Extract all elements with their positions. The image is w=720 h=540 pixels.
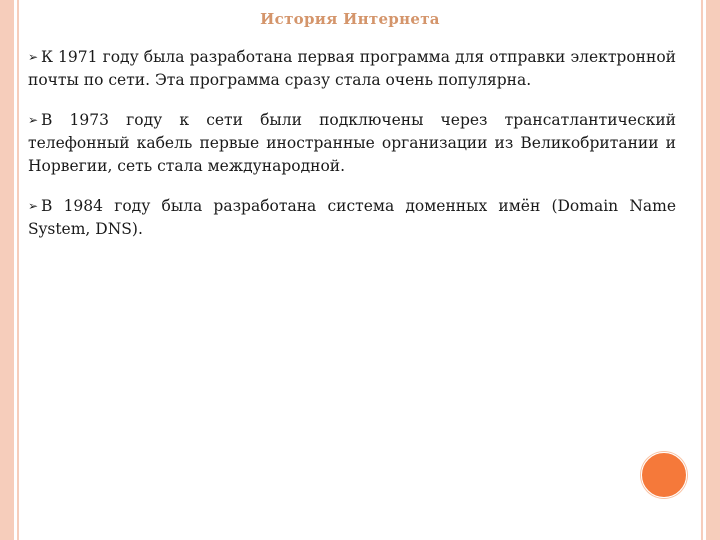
slide-title: История Интернета: [260, 10, 440, 28]
left-border-stripe: [0, 0, 14, 540]
paragraph-text: В 1984 году была разработана система доменных имён (Domain Name System, DNS).: [28, 197, 676, 238]
bullet-paragraph-1: [28, 46, 676, 92]
left-border-line: [17, 0, 19, 540]
slide-content: [28, 46, 676, 258]
arrow-bullet-icon: ➢: [28, 50, 39, 64]
bullet-paragraph-3: [28, 195, 676, 241]
decorative-circle-icon: [641, 452, 687, 498]
paragraph-text: К 1971 году была разработана первая программа для отправки электронной почты по сети. Эта программа сразу стала очень популярна.: [28, 48, 676, 89]
arrow-bullet-icon: ➢: [28, 113, 39, 127]
arrow-bullet-icon: ➢: [28, 199, 39, 213]
bullet-paragraph-2: [28, 109, 676, 178]
paragraph-text: В 1973 году к сети были подключены через трансатлантический телефонный кабель первые иностранные организации из Великобритании и Норвегии, сеть стала международной.: [28, 111, 676, 175]
right-border-stripe: [706, 0, 720, 540]
right-border-line: [701, 0, 703, 540]
